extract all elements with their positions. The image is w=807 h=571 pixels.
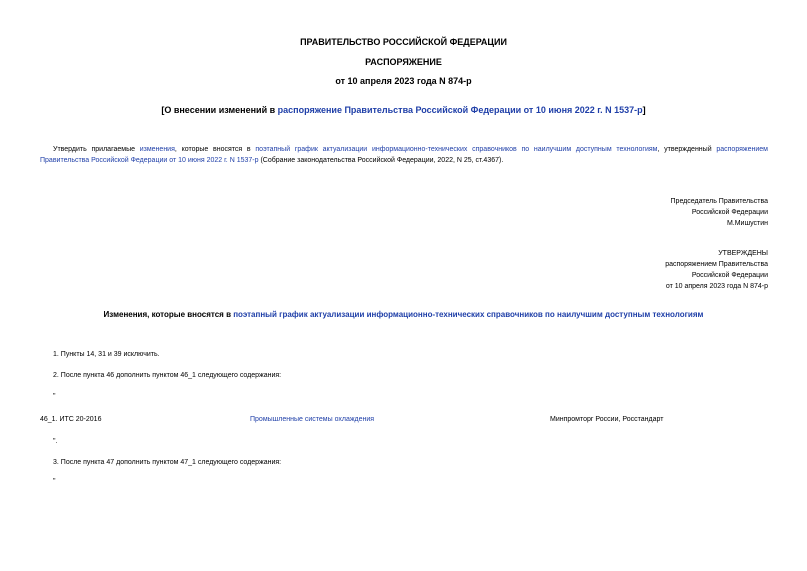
table-row-organization: Минпромторг России, Росстандарт <box>550 416 664 423</box>
approved-line-2: распоряжением Правительства <box>665 261 768 268</box>
government-heading: ПРАВИТЕЛЬСТВО РОССИЙСКОЙ ФЕДЕРАЦИИ <box>300 37 507 47</box>
changes-title <box>0 310 807 319</box>
approved-line-1: УТВЕРЖДЕНЫ <box>718 250 768 257</box>
changes-title-prefix: Изменения, которые вносятся в <box>103 310 234 319</box>
changes-link[interactable]: изменения <box>139 146 175 153</box>
signature-line-1: Председатель Правительства <box>670 198 768 205</box>
changes-title-link[interactable]: поэтапный график актуализации информационно-технических справочников по наилучшим доступным технологиям <box>233 310 704 319</box>
title-suffix: ] <box>642 105 646 115</box>
quote-close-1: ". <box>53 438 58 445</box>
list-item-3: 3. После пункта 47 дополнить пунктом 47_1 следующего содержания: <box>53 459 282 466</box>
order-link[interactable]: распоряжением Правительства Российской Федерации от 10 июня 2022 г. N 1537-р <box>40 146 768 164</box>
quote-open-1: " <box>53 393 56 400</box>
date-number-heading: от 10 апреля 2023 года N 874-р <box>335 76 472 86</box>
document-type-heading: РАСПОРЯЖЕНИЕ <box>365 57 442 67</box>
main-paragraph: Утвердить прилагаемые изменения, которые вносятся в поэтапный график актуализации информационно-технических справочников по наилучшим доступным технологиям, утвержденный распоряжением Правительства Российской Федерации от 10 июня 2022 г. N 1537-р (Собрание законодательства Российской Федерации, 2022, N 25, ст.4367). <box>40 146 768 164</box>
approved-line-4: от 10 апреля 2023 года N 874-р <box>665 283 768 290</box>
quote-open-2: " <box>53 478 56 485</box>
title-order-link[interactable]: распоряжение Правительства Российской Федерации от 10 июня 2022 г. N 1537-р <box>277 105 643 115</box>
title-prefix: [О внесении изменений в <box>161 105 278 115</box>
signature-line-2: Российской Федерации <box>691 209 768 216</box>
approved-line-3: Российской Федерации <box>691 272 768 279</box>
document-title <box>0 105 807 115</box>
table-row-number: 46_1. ИТС 20-2016 <box>40 416 102 423</box>
approved-block <box>568 248 768 292</box>
table-row-name-link[interactable]: Промышленные системы охлаждения <box>250 416 375 423</box>
schedule-link[interactable]: поэтапный график актуализации информационно-технических справочников по наилучшим доступным технологиям <box>255 146 658 153</box>
list-item-1: 1. Пункты 14, 31 и 39 исключить. <box>53 351 160 358</box>
signature-line-3: М.Мишустин <box>726 220 768 227</box>
list-item-2: 2. После пункта 46 дополнить пунктом 46_1 следующего содержания: <box>53 372 282 379</box>
signature-block <box>568 196 768 229</box>
